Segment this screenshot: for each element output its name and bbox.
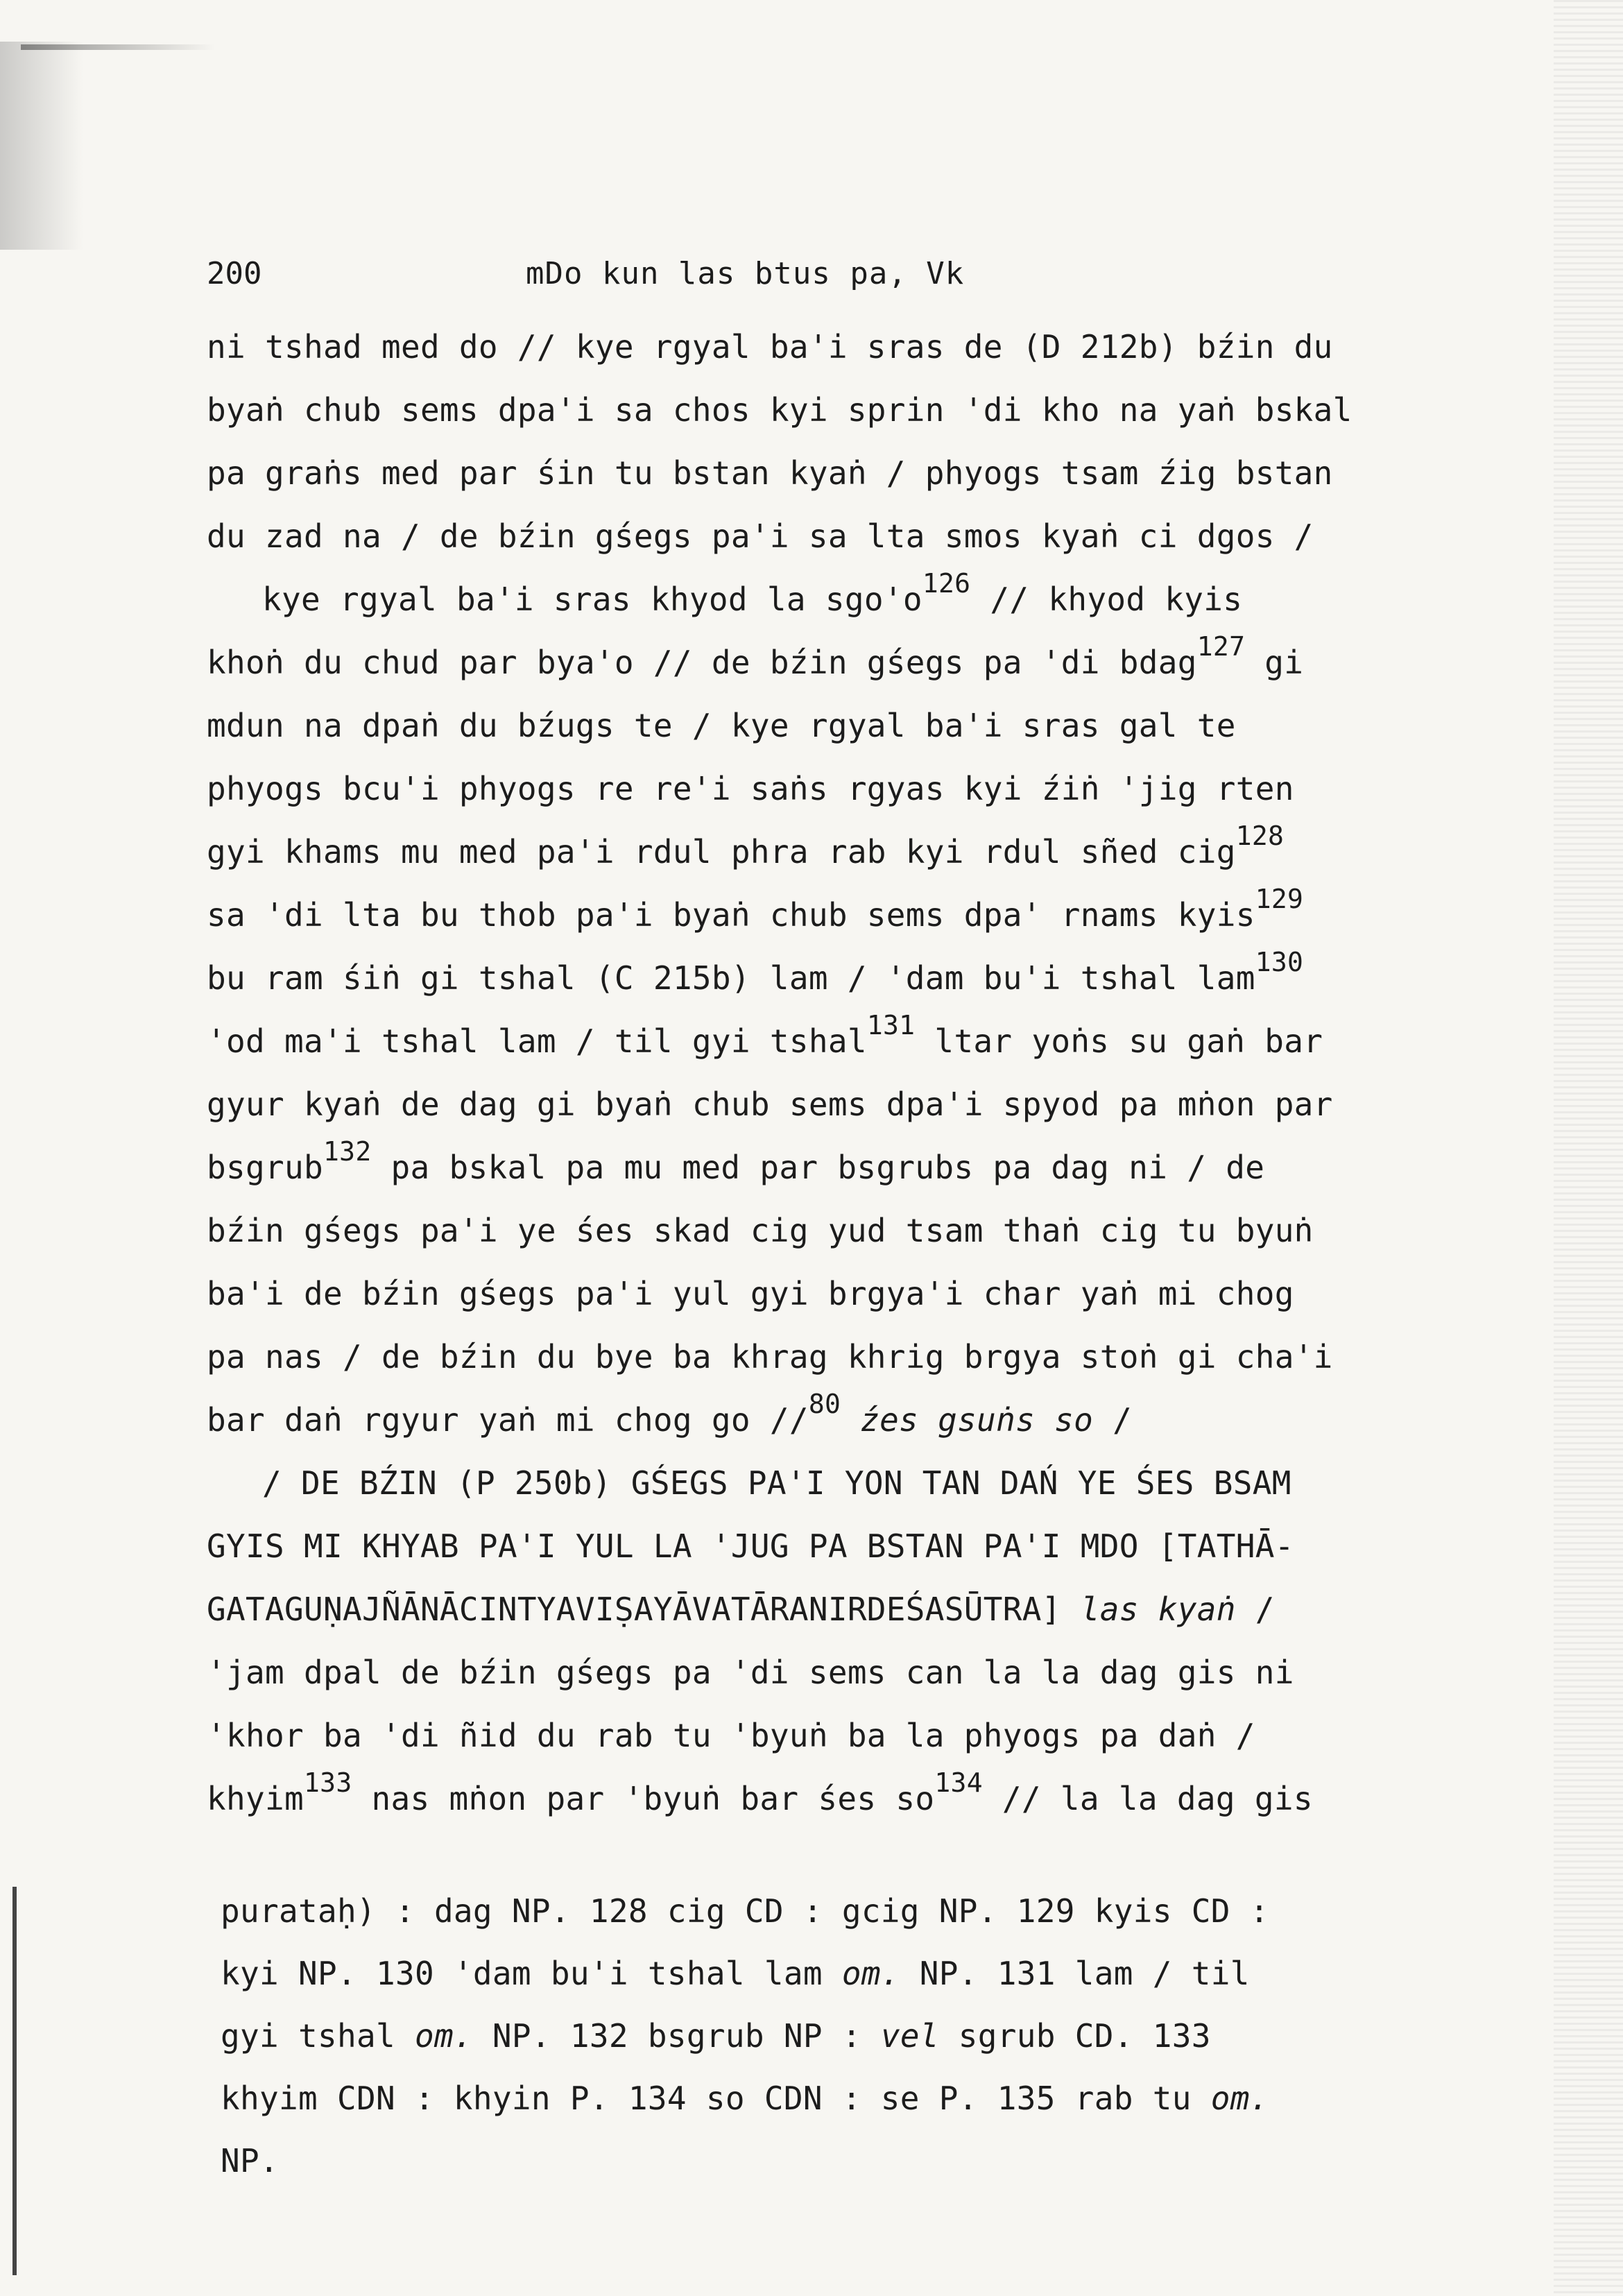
- footnote-ref: 132: [323, 1136, 372, 1167]
- text-line: khyim$^{133}$ nas mṅon par 'byuṅ bar śes $so^{134}$ // la la dag gis: [207, 1767, 1313, 1817]
- scan-edge-right: [1554, 0, 1623, 2296]
- text-line: byaṅ chub sems dpa'i sa chos kyi sprin 'di kho na yaṅ bskal: [207, 391, 1352, 429]
- text-line: 'od ma'i tshal lam / til gyi tshal$^{131}$ ltar yoṅs su gaṅ bar: [207, 1010, 1323, 1060]
- text-line: phyogs bcu'i phyogs re re'i saṅs rgyas kyi źiṅ 'jig rten: [207, 770, 1294, 807]
- text-line: sa 'di lta bu thob pa'i byaṅ chub sems dpa' rnams kyis$^{129}$: [207, 884, 1304, 934]
- text-line: pa graṅs med par śin tu bstan kyaṅ / phyogs tsam źig bstan: [207, 454, 1333, 492]
- text-line: / DE BŹIN (P 250b) GŚEGS PA'I YON TAN DAŃ YE ŚES BSAM: [262, 1464, 1291, 1502]
- footnote-ref: 127: [1196, 631, 1246, 662]
- footnote-ref: 131: [866, 1010, 916, 1040]
- text-line: gyi khams mu med pa'i rdul phra rab kyi rdul sñed cig$^{128}$: [207, 821, 1285, 871]
- text-line: ba'i de bźin gśegs pa'i yul gyi brgya'i char yaṅ mi chog: [207, 1275, 1294, 1312]
- page-header: [207, 250, 1455, 298]
- text-line: GATAGUṆAJÑĀNĀCINTYAVIṢAYĀVATĀRANIRDEŚASŪTRA] las kyaṅ /: [207, 1591, 1275, 1628]
- text-line: pa nas / de bźin du bye ba khrag khrig brgya stoṅ gi cha'i: [207, 1338, 1333, 1376]
- scan-shadow-left: [0, 42, 83, 250]
- text-line: ni tshad med do // kye rgyal ba'i sras de (D 212b) bźin du: [207, 328, 1333, 366]
- footnote-line: khyim CDN : khyin P. 134 so CDN : se P. 135 rab tu om.: [221, 2080, 1269, 2117]
- running-title: mDo kun las btus pa, Vk: [526, 256, 965, 291]
- footnote-ref: 133: [303, 1767, 352, 1798]
- footnote-ref: 134: [934, 1767, 983, 1798]
- text-line: kye rgyal ba'i sras khyod la $sgo'o^{126}$ // khyod kyis: [262, 568, 1243, 618]
- page-number: 200: [207, 256, 262, 291]
- footnotes: [221, 1880, 1469, 2192]
- footnote-line: gyi tshal om. NP. 132 bsgrub NP : vel sgrub CD. 133: [221, 2017, 1211, 2055]
- footnote-ref: 129: [1255, 884, 1304, 914]
- scan-shadow-top: [21, 44, 215, 50]
- text-line: 'khor ba 'di ñid du rab tu 'byuṅ ba la phyogs pa daṅ /: [207, 1717, 1255, 1754]
- text-line: khoṅ du chud par bya'o // de bźin gśegs pa 'di bdag$^{127}$ gi: [207, 631, 1304, 681]
- footnote-line: purataḥ) : dag NP. 128 cig CD : gcig NP. 129 kyis CD :: [221, 1892, 1269, 1930]
- footnote-ref: 126: [922, 568, 971, 599]
- main-text: [207, 316, 1469, 1831]
- footnote-ref: 130: [1255, 947, 1304, 977]
- margin-bar: [12, 1887, 17, 2275]
- text-line: gyur kyaṅ de dag gi byaṅ chub sems dpa'i spyod pa mṅon par: [207, 1086, 1333, 1123]
- text-line: GYIS MI KHYAB PA'I YUL LA 'JUG PA BSTAN PA'I MDO [TATHĀ-: [207, 1527, 1294, 1565]
- text-line: bar daṅ rgyur yaṅ mi chog go //$^{80}$ źes gsuṅs so /: [207, 1389, 1133, 1439]
- footnote-ref: 80: [808, 1389, 841, 1419]
- text-line: 'jam dpal de bźin gśegs pa 'di sems can la la dag gis ni: [207, 1654, 1294, 1691]
- text-line: du zad na / de bźin gśegs pa'i sa lta smos kyaṅ ci dgos /: [207, 517, 1314, 555]
- footnote-line: NP.: [221, 2142, 279, 2179]
- text-line: mdun na dpaṅ du bźugs te / kye rgyal ba'i sras gal te: [207, 707, 1236, 744]
- footnote-line: kyi NP. 130 'dam bu'i tshal lam om. NP. 131 lam / til: [221, 1955, 1250, 1992]
- footnote-ref: 128: [1235, 821, 1285, 851]
- text-line: bsgrub$^{132}$ pa bskal pa mu med par bsgrubs pa dag ni / de: [207, 1136, 1265, 1186]
- text-line: bu ram śiṅ gi tshal (C 215b) lam / 'dam bu'i tshal lam$^{130}$: [207, 947, 1304, 997]
- text-line: bźin gśegs pa'i ye śes skad cig yud tsam thaṅ cig tu byuṅ: [207, 1212, 1314, 1249]
